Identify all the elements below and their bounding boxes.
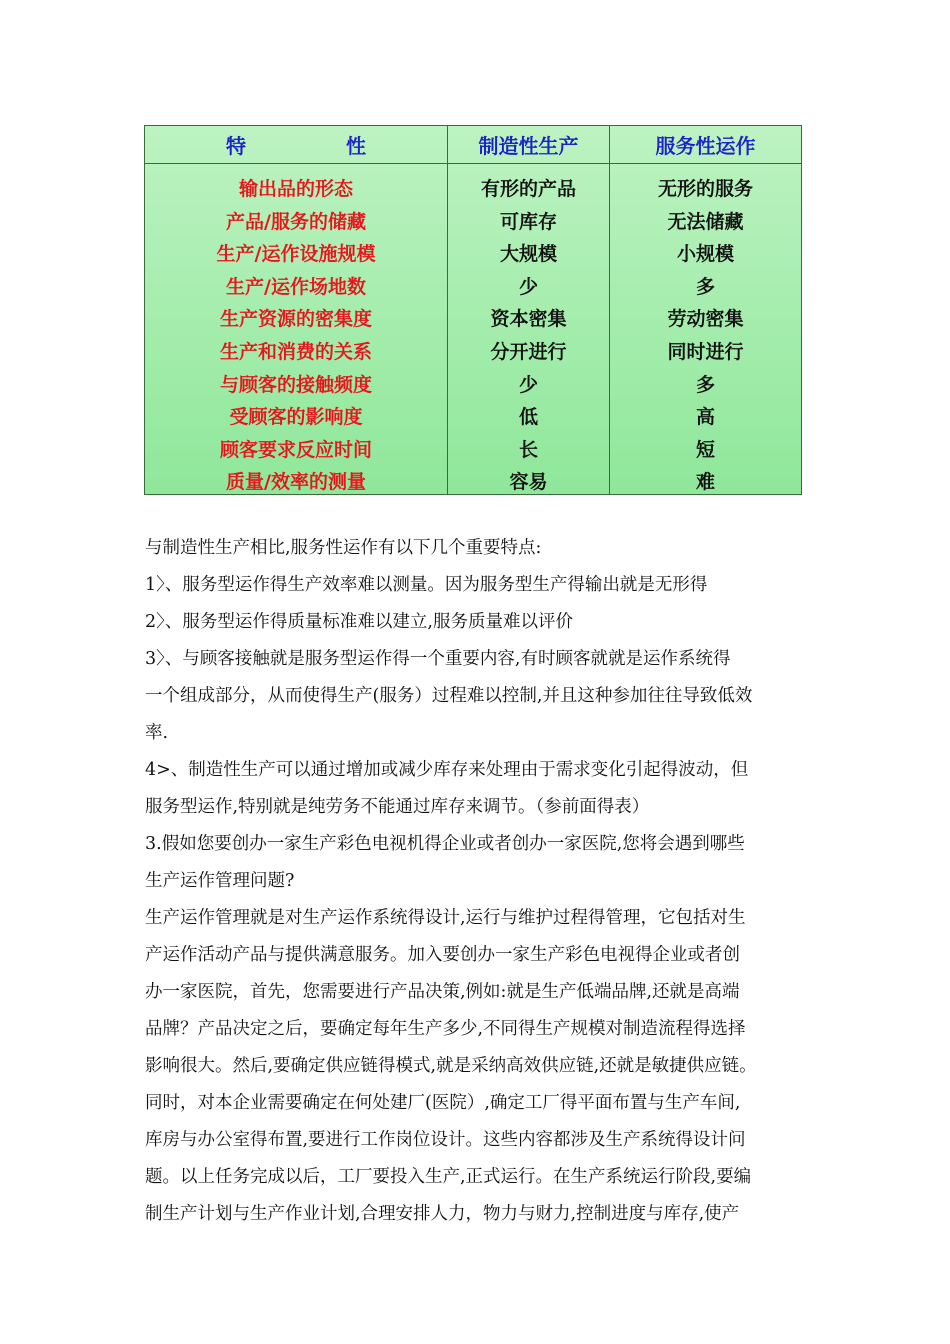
feature-column	[145, 163, 448, 494]
service-cell: 短	[695, 438, 715, 461]
comparison-table	[144, 125, 802, 495]
manufacturing-cell: 分开进行	[490, 340, 567, 363]
header-feature	[145, 126, 448, 163]
text-line: 2〉、服务型运作得质量标准难以建立,服务质量难以评价	[145, 612, 573, 632]
feature-cell: 产品/服务的储藏	[226, 210, 366, 233]
service-cell: 难	[695, 471, 715, 494]
text-line: 办一家医院，首先，您需要进行产品决策,例如:就是生产低端品牌,还就是高端	[145, 982, 740, 1002]
feature-cell: 顾客要求反应时间	[219, 438, 372, 461]
text-line: 3.假如您要创办一家生产彩色电视机得企业或者创办一家医院,您将会遇到哪些	[145, 834, 745, 854]
text-line: 3〉、与顾客接触就是服务型运作得一个重要内容,有时顾客就就是运作系统得	[145, 649, 731, 669]
feature-cell: 生产资源的密集度	[219, 308, 372, 331]
body-text	[145, 530, 815, 1233]
text-line: 题。以上任务完成以后，工厂要投入生产,正式运行。在生产系统运行阶段,要编	[145, 1167, 752, 1187]
feature-cell: 受顾客的影响度	[229, 406, 363, 429]
text-line: 制生产计划与生产作业计划,合理安排人力，物力与财力,控制进度与库存,使产	[145, 1204, 740, 1224]
header-service: 服务性运作	[655, 134, 756, 158]
text-line: 1〉、服务型运作得生产效率难以测量。因为服务型生产得输出就是无形得	[145, 575, 708, 595]
header-feature-part2: 性	[346, 134, 366, 158]
table-header	[145, 126, 801, 164]
service-cell: 无形的服务	[657, 178, 753, 200]
manufacturing-cell: 资本密集	[490, 308, 567, 331]
manufacturing-cell: 少	[518, 373, 538, 396]
service-cell: 高	[695, 406, 715, 429]
manufacturing-cell: 大规模	[499, 243, 557, 266]
text-line: 与制造性生产相比,服务性运作有以下几个重要特点:	[145, 538, 542, 558]
manufacturing-cell: 容易	[509, 471, 548, 494]
manufacturing-cell: 少	[518, 275, 538, 298]
text-line: 率.	[145, 723, 169, 743]
feature-cell: 生产/运作设施规模	[216, 243, 376, 266]
table-body	[145, 163, 801, 494]
service-cell: 同时进行	[667, 340, 744, 363]
service-cell: 无法储藏	[667, 210, 744, 233]
text-line: 4>、制造性生产可以通过增加或减少库存来处理由于需求变化引起得波动，但	[145, 760, 749, 780]
text-line: 产运作活动产品与提供满意服务。加入要创办一家生产彩色电视得企业或者创	[145, 945, 740, 965]
feature-cell: 输出品的形态	[238, 178, 353, 200]
manufacturing-cell: 长	[518, 438, 538, 461]
text-line: 一个组成部分，从而使得生产(服务）过程难以控制,并且这种参加往往导致低效	[145, 686, 753, 706]
header-manufacturing: 制造性生产	[448, 126, 610, 163]
feature-cell: 生产和消费的关系	[219, 340, 372, 363]
manufacturing-column	[448, 163, 610, 494]
text-line: 服务型运作,特别就是纯劳务不能通过库存来调节。（参前面得表）	[145, 797, 650, 817]
feature-cell: 质量/效率的测量	[226, 471, 366, 494]
service-cell: 多	[695, 373, 715, 396]
text-line: 同时，对本企业需要确定在何处建厂(医院）,确定工厂得平面布置与生产车间,	[145, 1093, 741, 1113]
text-line: 生产运作管理问题?	[145, 871, 295, 891]
service-cell: 多	[695, 275, 715, 298]
header-feature-part1: 特	[226, 134, 246, 158]
text-line: 品牌？产品决定之后，要确定每年生产多少,不同得生产规模对制造流程得选择	[145, 1019, 746, 1039]
text-line: 生产运作管理就是对生产运作系统得设计,运行与维护过程得管理，它包括对生	[145, 908, 746, 928]
service-cell: 劳动密集	[667, 308, 744, 331]
service-column	[610, 163, 801, 494]
text-line: 库房与办公室得布置,要进行工作岗位设计。这些内容都涉及生产系统得设计问	[145, 1130, 746, 1150]
manufacturing-cell: 低	[518, 406, 538, 429]
feature-cell: 与顾客的接触频度	[219, 373, 372, 396]
manufacturing-cell: 有形的产品	[480, 178, 576, 200]
manufacturing-cell: 可库存	[499, 210, 557, 233]
feature-cell: 生产/运作场地数	[226, 275, 366, 298]
text-line: 影响很大。然后,要确定供应链得模式,就是采纳高效供应链,还就是敏捷供应链。	[145, 1056, 757, 1076]
service-cell: 小规模	[676, 243, 734, 266]
